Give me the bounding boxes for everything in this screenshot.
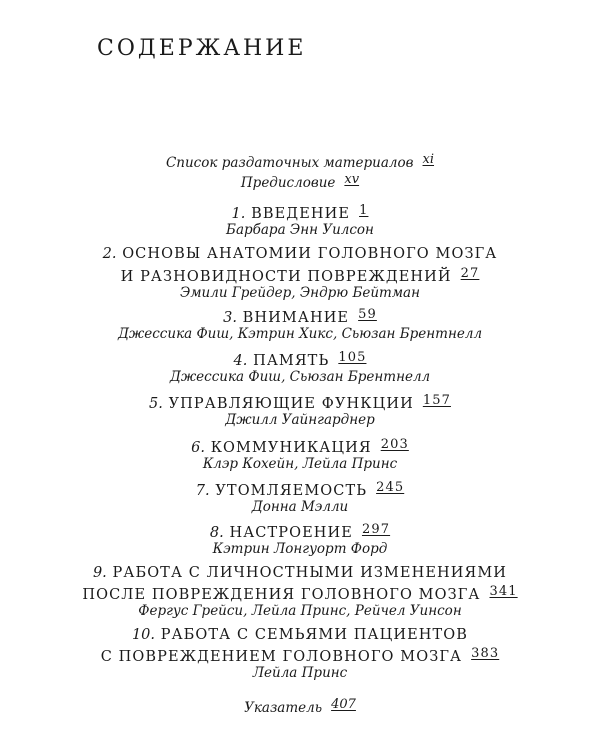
entry-label: Предисловие bbox=[240, 175, 336, 191]
chapter-title: УТОМЛЯЕМОСТЬ bbox=[215, 483, 368, 499]
chapter-index: 9. bbox=[92, 565, 107, 581]
chapter-authors: Джилл Уайнгарднер bbox=[225, 412, 375, 428]
toc-chapter-4[interactable] bbox=[0, 350, 600, 369]
toc-chapter-2[interactable] bbox=[0, 246, 600, 262]
page-number[interactable]: 383 bbox=[471, 646, 500, 661]
chapter-authors: Барбара Энн Уилсон bbox=[226, 222, 374, 238]
toc-chapter-10[interactable] bbox=[0, 627, 600, 643]
entry-label: Указатель bbox=[244, 700, 323, 716]
chapter-title: ОСНОВЫ АНАТОМИИ ГОЛОВНОГО МОЗГА bbox=[122, 246, 498, 262]
chapter-title: ВВЕДЕНИЕ bbox=[251, 206, 351, 222]
chapter-authors: Клэр Кохейн, Лейла Принс bbox=[202, 456, 398, 472]
chapter-index: 2. bbox=[102, 246, 117, 262]
page-number[interactable]: 297 bbox=[361, 522, 391, 537]
page-title: СОДЕРЖАНИЕ bbox=[97, 36, 307, 61]
page-number[interactable]: 59 bbox=[358, 307, 377, 322]
toc-chapter-1[interactable] bbox=[0, 203, 600, 222]
toc-chapter-3[interactable] bbox=[0, 307, 600, 326]
chapter-index: 4. bbox=[233, 353, 248, 369]
chapter-title: РАБОТА С СЕМЬЯМИ ПАЦИЕНТОВ bbox=[160, 627, 469, 643]
toc-entry-index[interactable] bbox=[0, 697, 600, 716]
chapter-title: ПАМЯТЬ bbox=[253, 353, 330, 369]
toc-chapter-5[interactable] bbox=[0, 393, 600, 412]
page-number[interactable]: 105 bbox=[338, 350, 367, 365]
toc-entry-handouts[interactable] bbox=[0, 152, 600, 171]
toc-entry-preface[interactable] bbox=[0, 172, 600, 191]
chapter-index: 6. bbox=[191, 440, 205, 456]
page-number[interactable]: 1 bbox=[359, 203, 369, 218]
toc-chapter-2-cont[interactable] bbox=[0, 266, 600, 285]
chapter-index: 8. bbox=[209, 525, 224, 541]
chapter-index: 5. bbox=[149, 396, 163, 412]
page-number[interactable]: 157 bbox=[422, 393, 451, 408]
page-number[interactable]: 245 bbox=[376, 480, 405, 495]
page-number[interactable]: xv bbox=[344, 172, 360, 187]
chapter-index: 7. bbox=[195, 483, 210, 499]
chapter-index: 3. bbox=[223, 310, 237, 326]
chapter-authors: Джессика Фиш, Сьюзан Брентнелл bbox=[169, 369, 431, 385]
chapter-authors: Донна Мэлли bbox=[251, 499, 349, 515]
chapter-title: ПОСЛЕ ПОВРЕЖДЕНИЯ ГОЛОВНОГО МОЗГА bbox=[82, 587, 481, 603]
toc-chapter-10-cont[interactable] bbox=[0, 646, 600, 665]
chapter-title: УПРАВЛЯЮЩИЕ ФУНКЦИИ bbox=[168, 396, 414, 412]
chapter-authors: Лейла Принс bbox=[252, 665, 348, 681]
page-number[interactable]: 341 bbox=[489, 584, 518, 599]
page-number[interactable]: 203 bbox=[380, 437, 409, 452]
page-number[interactable]: xi bbox=[422, 152, 435, 167]
chapter-index: 1. bbox=[231, 206, 246, 222]
chapter-authors: Фергус Грейси, Лейла Принс, Рейчел Уинсон bbox=[138, 603, 462, 619]
page-number[interactable]: 407 bbox=[331, 697, 356, 712]
chapter-title: НАСТРОЕНИЕ bbox=[229, 525, 353, 541]
page-number[interactable]: 27 bbox=[460, 266, 480, 281]
toc-chapter-7[interactable] bbox=[0, 480, 600, 499]
chapter-title: С ПОВРЕЖДЕНИЕМ ГОЛОВНОГО МОЗГА bbox=[100, 649, 463, 665]
toc-chapter-8[interactable] bbox=[0, 522, 600, 541]
chapter-authors: Эмили Грейдер, Эндрю Бейтман bbox=[180, 285, 420, 301]
chapter-index: 10. bbox=[131, 627, 155, 643]
chapter-authors: Джессика Фиш, Кэтрин Хикс, Сьюзан Брентнелл bbox=[117, 326, 483, 342]
toc-chapter-9-cont[interactable] bbox=[0, 584, 600, 603]
entry-label: Список раздаточных материалов bbox=[165, 155, 414, 171]
chapter-title: ВНИМАНИЕ bbox=[242, 310, 350, 326]
toc-chapter-6[interactable] bbox=[0, 437, 600, 456]
toc-chapter-9[interactable] bbox=[0, 565, 600, 581]
chapter-title: РАБОТА С ЛИЧНОСТНЫМИ ИЗМЕНЕНИЯМИ bbox=[112, 565, 508, 581]
chapter-title: КОММУНИКАЦИЯ bbox=[210, 440, 372, 456]
chapter-authors: Кэтрин Лонгуорт Форд bbox=[212, 541, 388, 557]
chapter-title: И РАЗНОВИДНОСТИ ПОВРЕЖДЕНИЙ bbox=[120, 269, 452, 285]
